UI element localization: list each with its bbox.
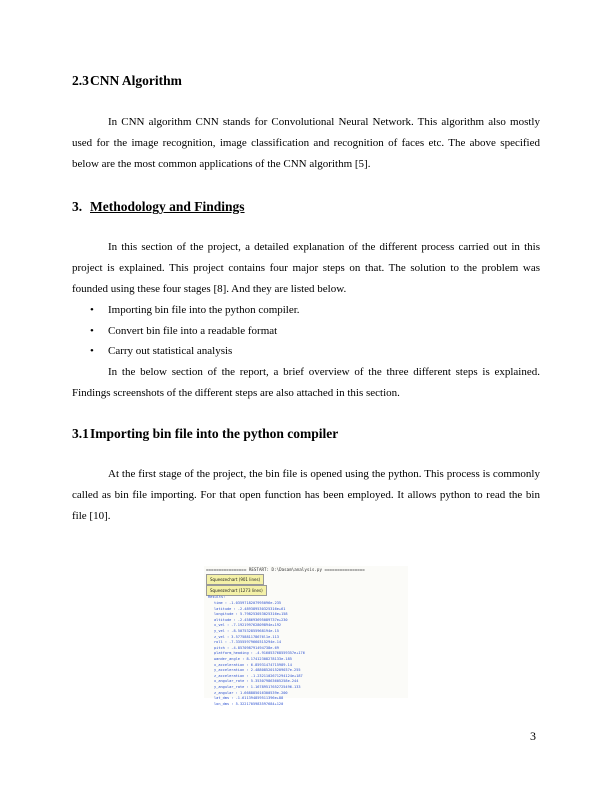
output-line: y_angular_rate : 1.16789517652725496-133 [214,684,301,689]
output-line: z_acceleration : -1.2321102671294124e+187 [214,673,303,678]
list-item [72,300,540,321]
output-line: roll : -7.33555979660315294e-14 [214,640,282,645]
output-line: lon_dms : 5.3221705983597684+120 [214,701,284,706]
output-line: x_vel : -7.192199762809894e+192 [214,623,282,628]
methodology-paragraph: In this section of the project, a detailed explanation of the different process carried out in this project is explained. This project contains four major steps on that. The solution to the problem was founded using these four stages [8]. And they are listed below. [72,241,540,296]
output-line: y_vel : -8.507532855968194e-15 [214,628,279,633]
output-line: lat_dms : -1.611394859511396e+88 [214,696,284,701]
bullet-icon: • [90,304,94,316]
list-item-text: Importing bin file into the python compiler. [108,304,300,316]
page-number: 3 [530,729,536,743]
bullet-icon: • [90,324,94,337]
list-item-text: Carry out statistical analysis [108,345,233,357]
section-number: 2.3 [72,73,89,88]
section-title: CNN Algorithm [90,73,182,88]
output-line: latitude : -2.489389530325316e+61 [214,606,286,611]
section-number: 3.1 [72,426,89,441]
steps-list [72,300,540,362]
squeezed-output-button[interactable]: Squeezechart (1273 lines) [206,585,267,596]
output-line: altitude : -2.458693695089737e+230 [214,617,288,622]
section-heading-3-1 [72,426,338,442]
section-heading-3 [72,199,245,215]
output-line: z_angular : 1.668885016300539e-200 [214,690,288,695]
cnn-paragraph: In CNN algorithm CNN stands for Convolutional Neural Network. This algorithm also mostly used for the image recognition, image classification and recognition of faces etc. The above specified below are the most common applications of the CNN algorithm [5]. [72,116,540,171]
section-title: Importing bin file into the python compiler [90,426,339,441]
output-line: pitch : -4.857098791494738e-69 [214,645,279,650]
section-title: Methodology and Findings [90,199,245,214]
list-item-text: Convert bin file into a readable format [108,324,278,337]
output-line: y_acceleration : 2.4880852015209037e-255 [214,668,301,673]
restart-line: ================ RESTART: D:\Dasam\analysis.py ================ [206,567,365,572]
bullet-icon: • [90,345,94,357]
section-heading-2-3 [72,73,182,89]
output-line: z_vel : 3.5775881178676l1e-113 [214,634,279,639]
import-paragraph: At the first stage of the project, the bin file is opened using the python. This process is commonly called as bin file importing. For that open function has been employed. It allows python to read the bin file [10]. [72,468,540,523]
output-line: x_angular_rate : 5.353079863605258e-244 [214,679,299,684]
output-line: longitude : 5.798253053025316e+158 [214,612,288,617]
overview-paragraph: In the below section of the report, a brief overview of the three different steps is explained. Findings screenshots of the different steps are also attached in this section. [72,366,540,400]
output-line: platform_heading : -4.916053768559357e+176 [214,651,305,656]
output-line: x_acceleration : 6.85931474715989-14 [214,662,292,667]
list-item [72,341,540,362]
output-line: wander_angle : 8.17412308278133e-185 [214,656,292,661]
python-output-screenshot [204,566,408,706]
results-label: Results: [208,595,226,599]
output-lines [214,601,305,707]
squeezed-output-button[interactable]: Squeezechart (901 lines) [206,574,264,585]
output-line: time : -1.0359718207995096e-235 [214,601,282,605]
list-item [72,321,540,342]
section-number: 3. [72,199,83,214]
